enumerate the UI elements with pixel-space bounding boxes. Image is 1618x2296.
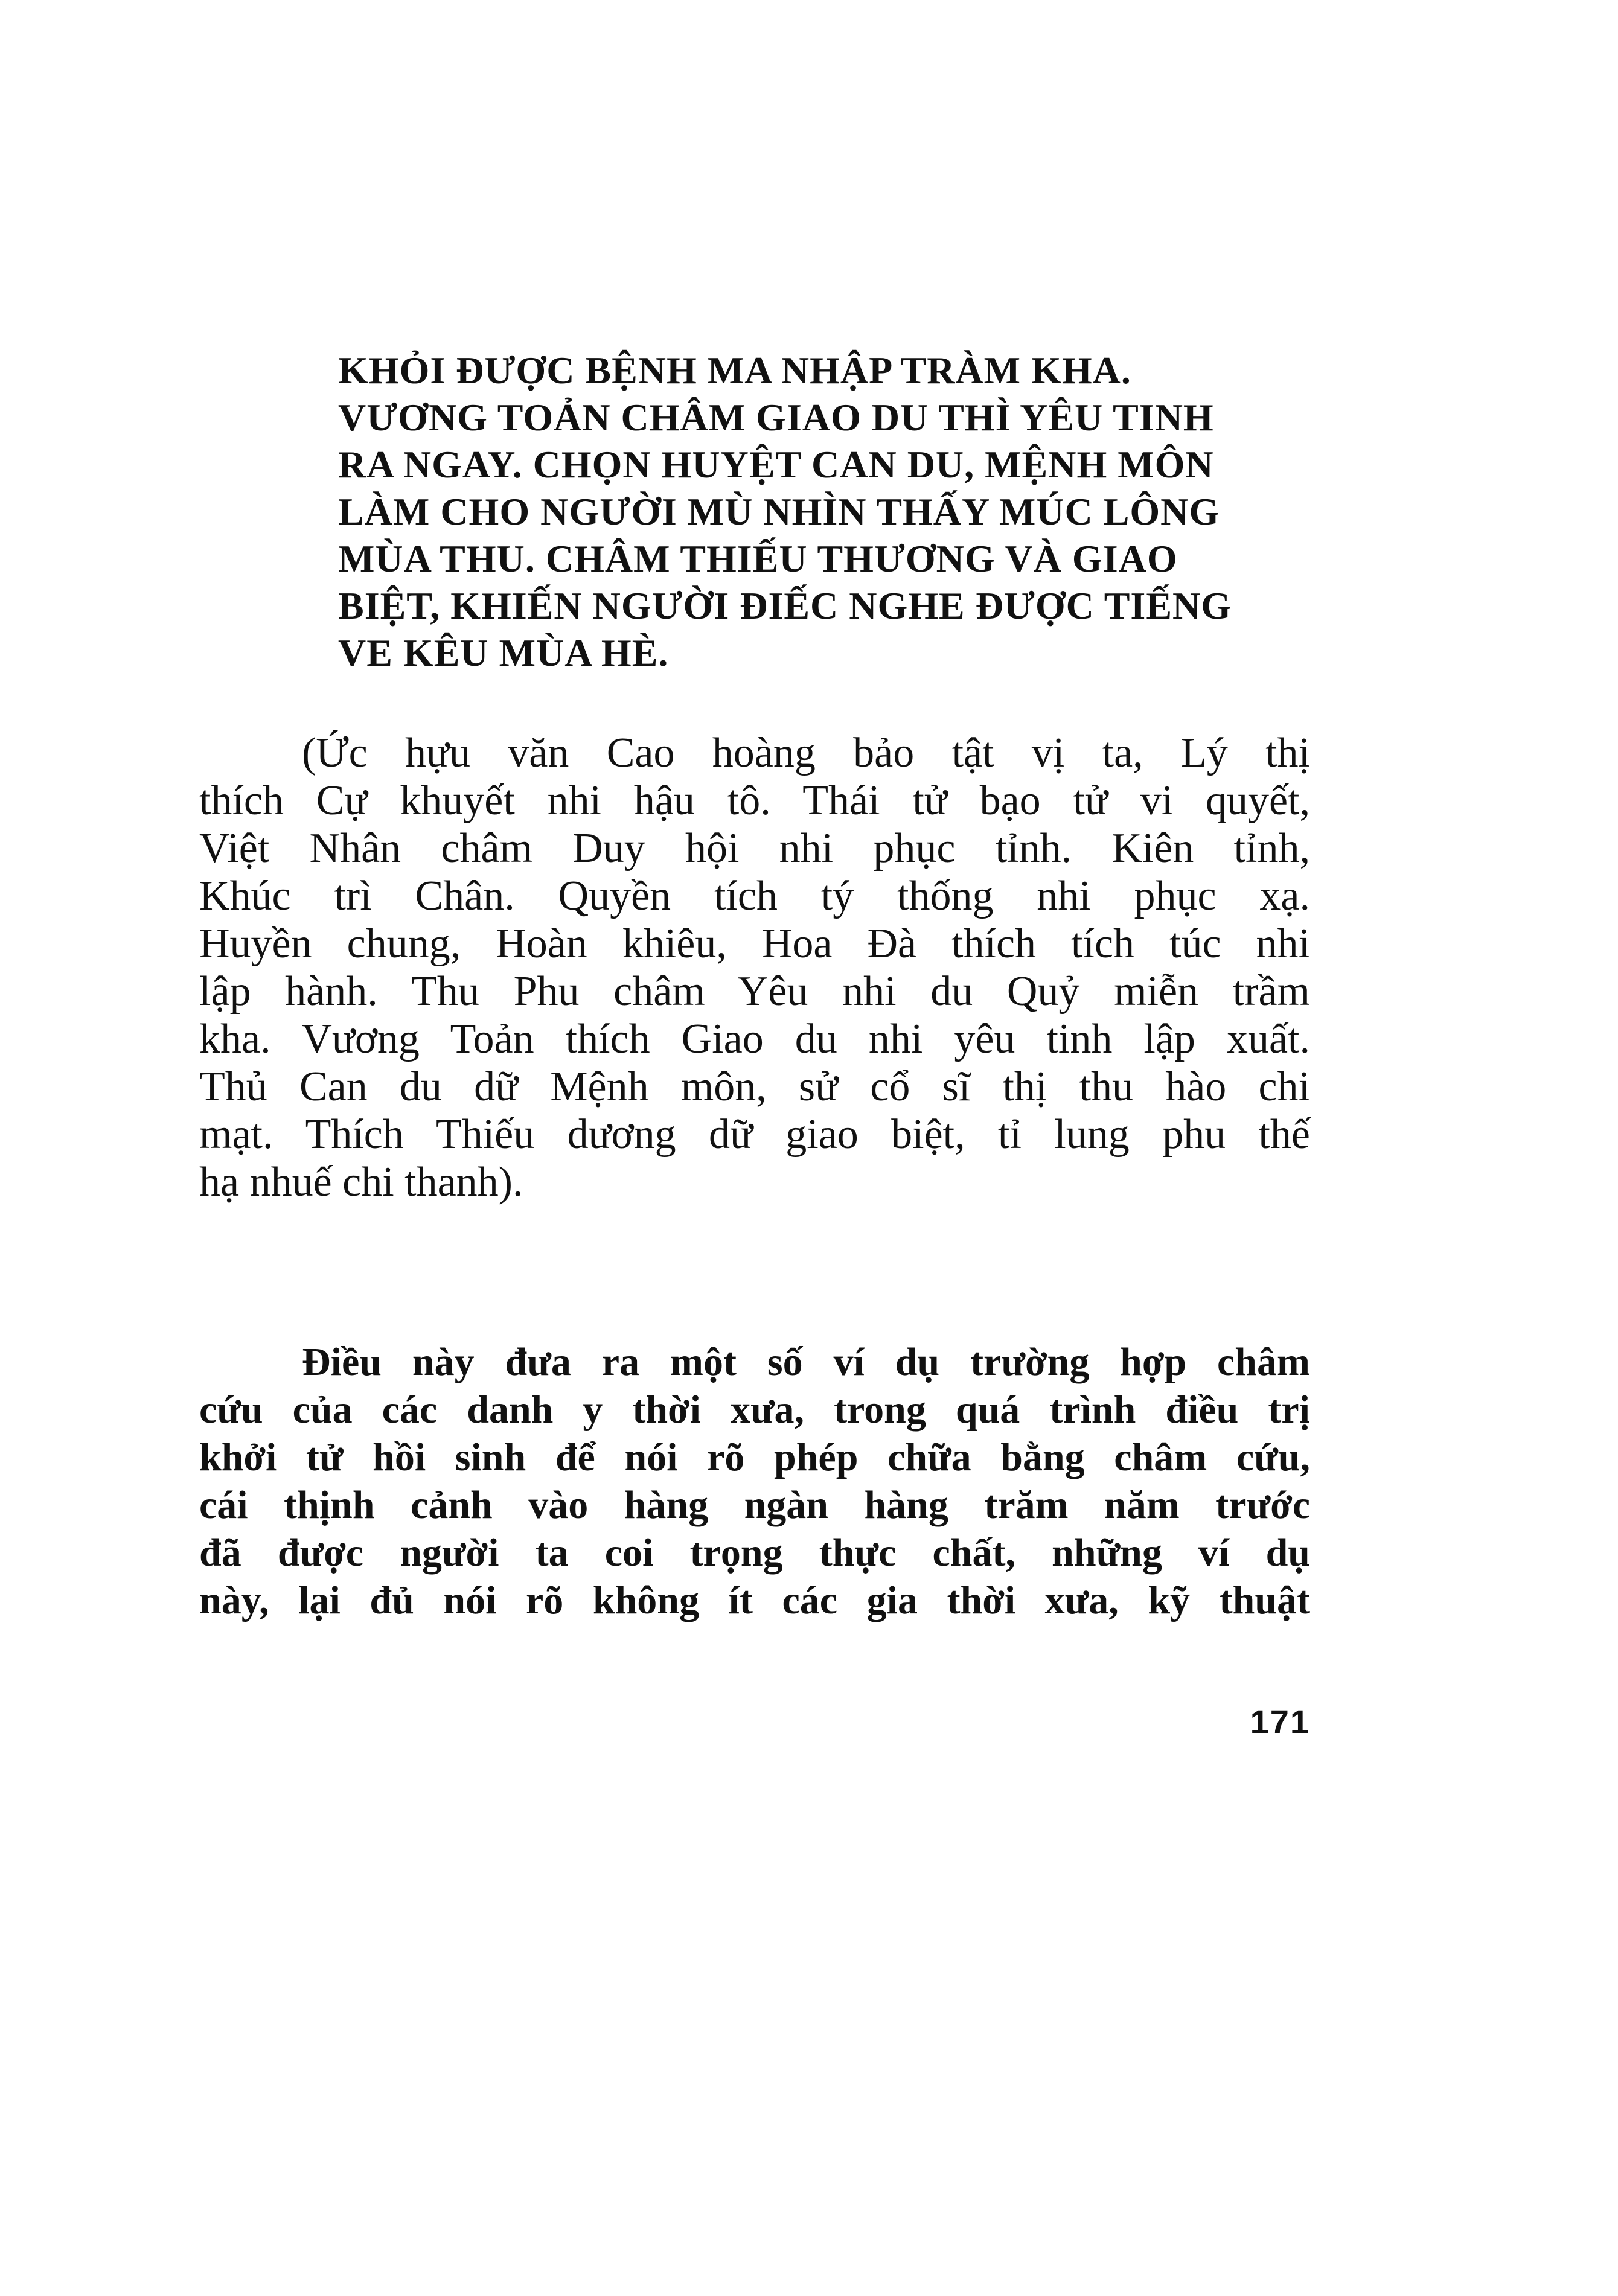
- text-line: (Ức hựu văn Cao hoàng bảo tật vị ta, Lý thị: [302, 730, 1310, 776]
- text-line: mạt. Thích Thiếu dương dữ giao biệt, tỉ lung phu thế: [199, 1111, 1310, 1158]
- text-line: cứu của các danh y thời xưa, trong quá trình điều trị: [199, 1388, 1310, 1432]
- text-line: Huyền chung, Hoàn khiêu, Hoa Đà thích tích túc nhi: [199, 920, 1310, 967]
- text-line: LÀM CHO NGƯỜI MÙ NHÌN THẤY MÚC LÔNG: [338, 490, 1220, 533]
- uppercase-paragraph: [199, 347, 1310, 677]
- text-line: Điều này đưa ra một số ví dụ trường hợp châm: [302, 1340, 1310, 1384]
- text-line: VƯƠNG TOẢN CHÂM GIAO DU THÌ YÊU TINH: [338, 396, 1214, 439]
- text-line: RA NGAY. CHỌN HUYỆT CAN DU, MỆNH MÔN: [338, 443, 1214, 486]
- text-line: MÙA THU. CHÂM THIẾU THƯƠNG VÀ GIAO: [338, 537, 1178, 580]
- text-line: VE KÊU MÙA HÈ.: [338, 631, 669, 674]
- text-line: Khúc trì Chân. Quyền tích tý thống nhi phục xạ.: [199, 873, 1310, 919]
- text-line: BIỆT, KHIẾN NGƯỜI ĐIẾC NGHE ĐƯỢC TIẾNG: [338, 584, 1232, 627]
- text-line: lập hành. Thu Phu châm Yêu nhi du Quỷ miễn trầm: [199, 968, 1310, 1015]
- text-line: KHỎI ĐƯỢC BỆNH MA NHẬP TRÀM KHA.: [338, 349, 1131, 392]
- text-line: này, lại đủ nói rõ không ít các gia thời xưa, kỹ thuật: [199, 1578, 1310, 1622]
- page-number: 171: [1250, 1703, 1310, 1741]
- text-line: cái thịnh cảnh vào hàng ngàn hàng trăm năm trước: [199, 1483, 1310, 1527]
- text-line: Việt Nhân châm Duy hội nhi phục tỉnh. Kiên tỉnh,: [199, 825, 1310, 872]
- text-line: đã được người ta coi trọng thực chất, những ví dụ: [199, 1531, 1310, 1575]
- classical-quote-paragraph: [199, 729, 1310, 1206]
- text-line: Thủ Can du dữ Mệnh môn, sử cổ sĩ thị thu hào chi: [199, 1063, 1310, 1110]
- text-line: kha. Vương Toản thích Giao du nhi yêu tinh lập xuất.: [199, 1016, 1310, 1062]
- body-paragraph: [199, 1338, 1310, 1624]
- text-line: khởi tử hồi sinh để nói rõ phép chữa bằng châm cứu,: [199, 1435, 1310, 1479]
- text-line: thích Cự khuyết nhi hậu tô. Thái tử bạo tử vi quyết,: [199, 777, 1310, 824]
- text-line: hạ nhuế chi thanh).: [199, 1159, 523, 1205]
